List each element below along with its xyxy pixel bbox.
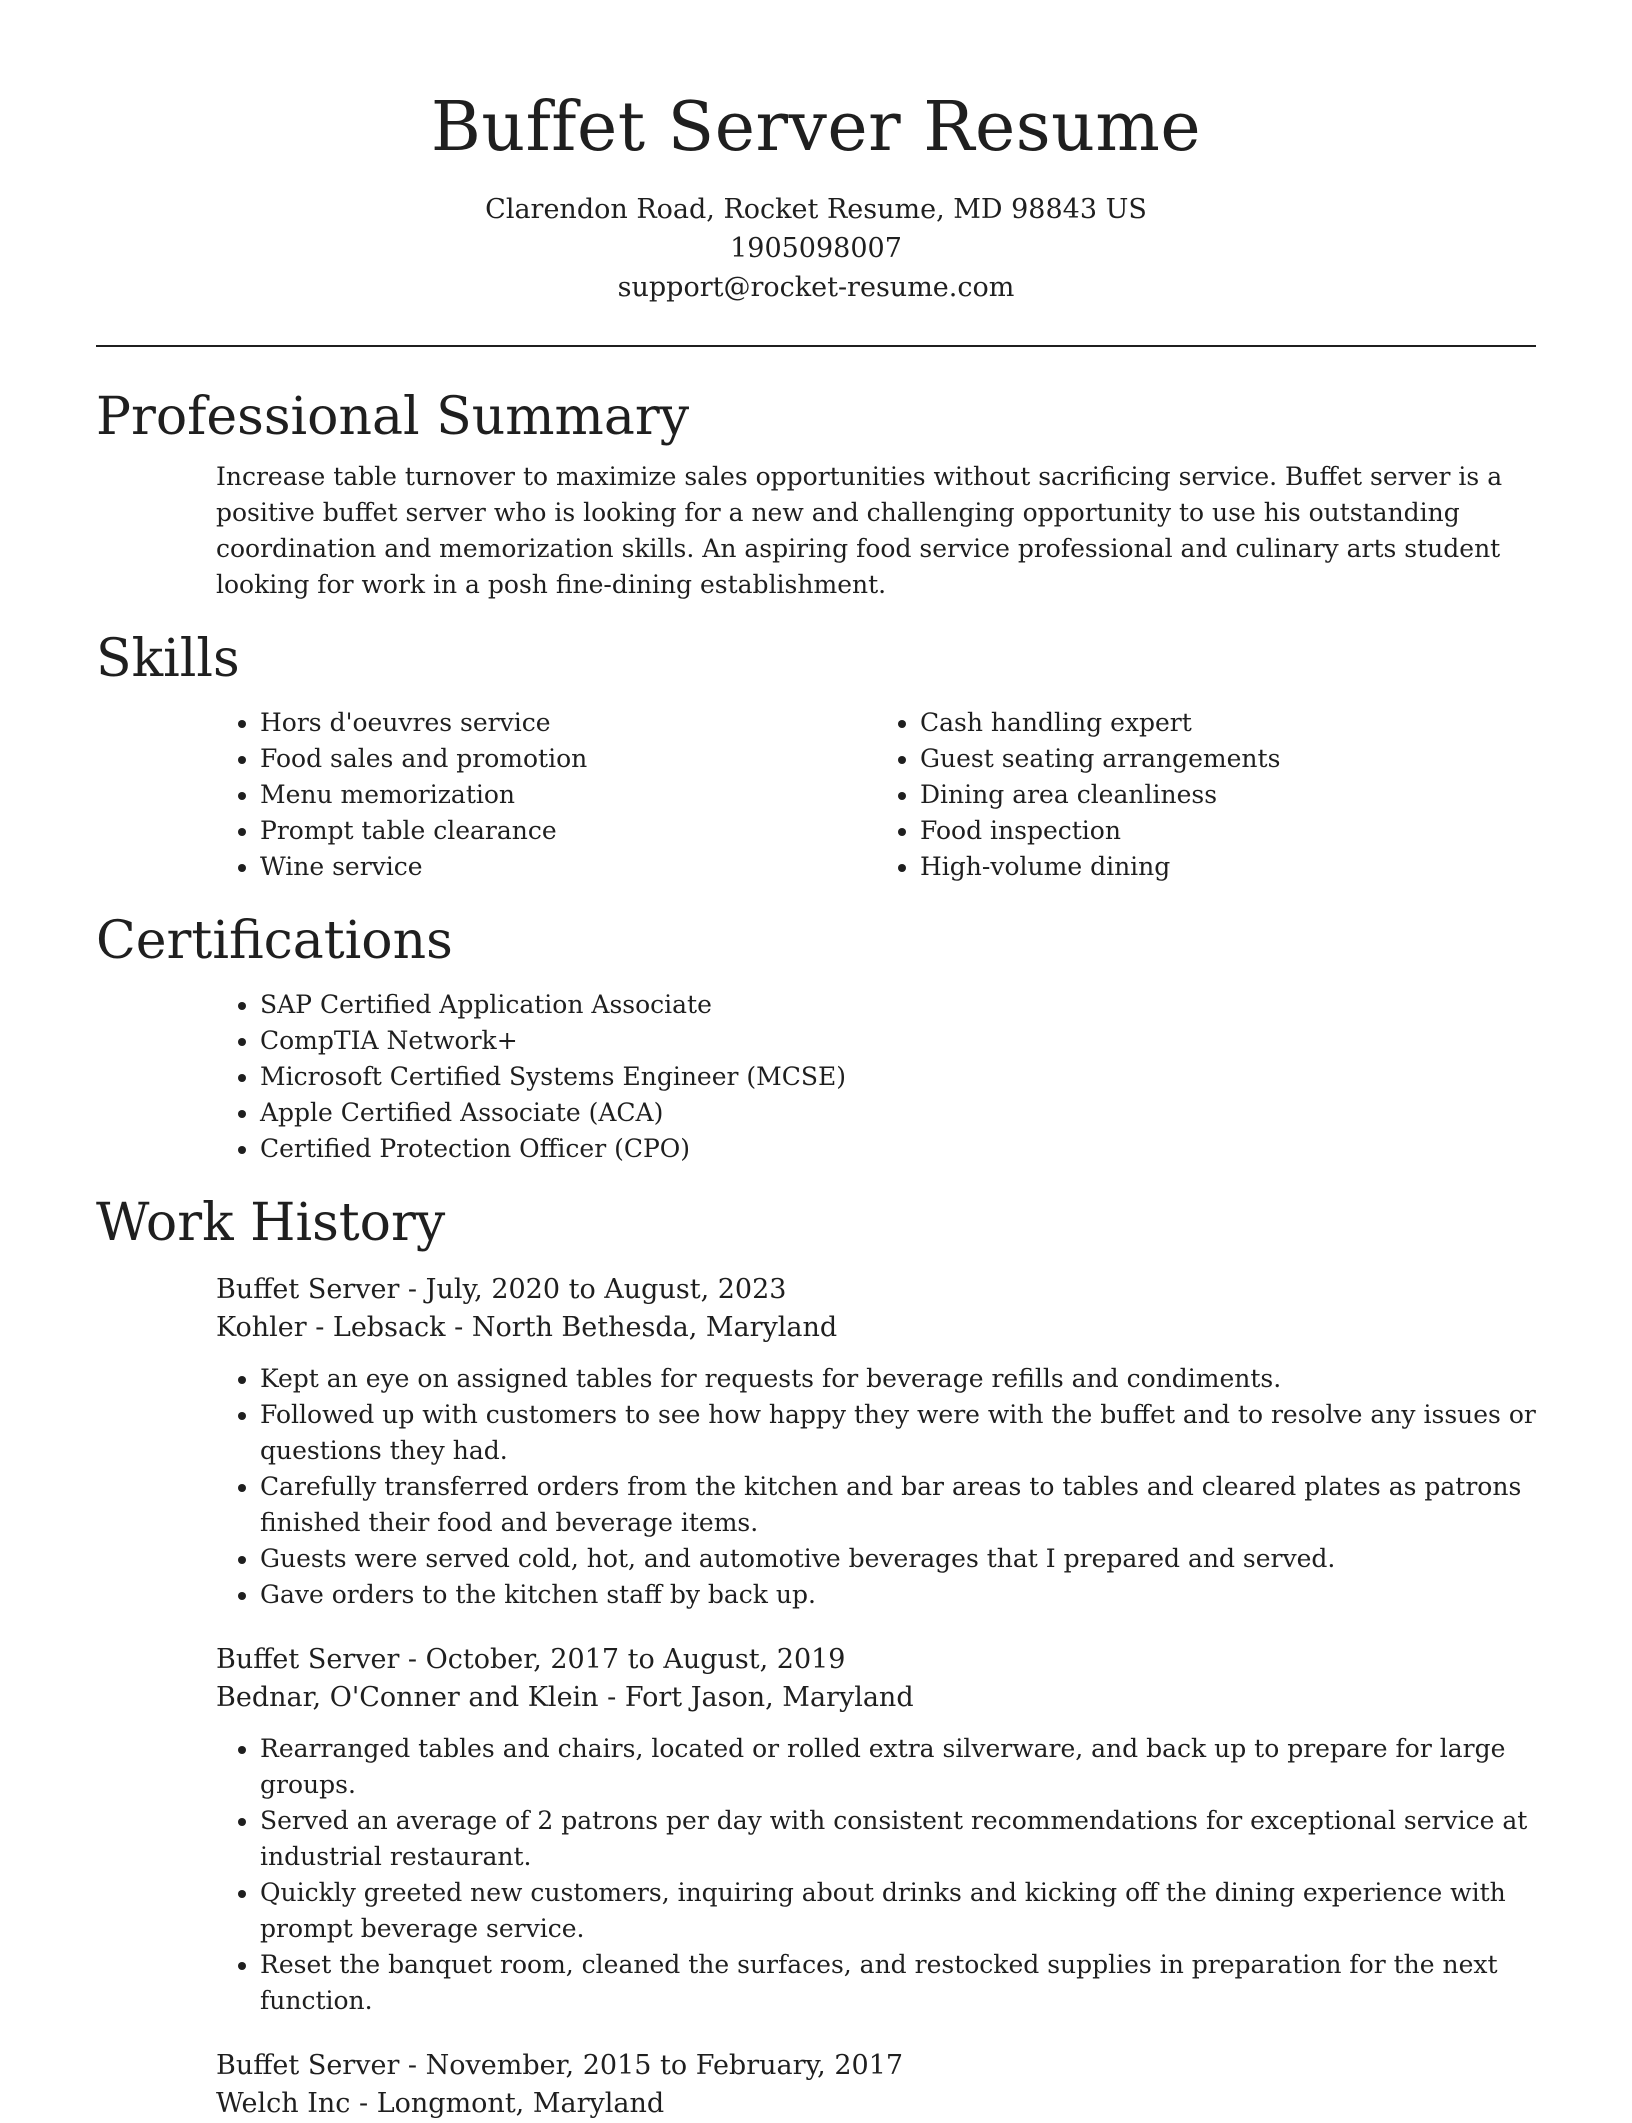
skills-grid — [216, 705, 1536, 885]
certification-item: • Certified Protection Officer (CPO) — [260, 1131, 1536, 1167]
skills-section — [96, 627, 1536, 885]
resume-header — [96, 0, 1536, 307]
job-bullet: • Quickly greeted new customers, inquiring about drinks and kicking off the dining experience with prompt beverage service. — [260, 1875, 1536, 1947]
job-title: Buffet Server - November, 2015 to February, 2017 — [216, 2050, 904, 2081]
skills-list-left — [216, 705, 876, 885]
job-title: Buffet Server - October, 2017 to August, 2019 — [216, 1644, 846, 1675]
certification-item: • Microsoft Certified Systems Engineer (MCSE) — [260, 1059, 1536, 1095]
header-divider — [96, 345, 1536, 347]
job-entry — [216, 1641, 1536, 2019]
resume-title: Buffet Server Resume — [430, 88, 1202, 167]
resume-page — [96, 0, 1536, 2123]
job-company: Welch Inc - Longmont, Maryland — [216, 2088, 665, 2119]
summary-heading: Professional Summary — [96, 387, 690, 447]
work-history-heading: Work History — [96, 1193, 446, 1253]
job-company: Bednar, O'Conner and Klein - Fort Jason, Maryland — [216, 1682, 914, 1713]
skills-heading: Skills — [96, 629, 240, 689]
job-bullets — [216, 1361, 1536, 1613]
skill-item: • High-volume dining — [920, 849, 1536, 885]
email: support@rocket-resume.com — [617, 272, 1015, 303]
job-bullet: • Carefully transferred orders from the kitchen and bar areas to tables and cleared plates as patrons finished their food and beverage items. — [260, 1469, 1536, 1541]
skill-item: • Wine service — [260, 849, 876, 885]
certification-item: • CompTIA Network+ — [260, 1023, 1536, 1059]
skill-item: • Food inspection — [920, 813, 1536, 849]
certification-item: • Apple Certified Associate (ACA) — [260, 1095, 1536, 1131]
job-bullet: • Rearranged tables and chairs, located or rolled extra silverware, and back up to prepare for large groups. — [260, 1731, 1536, 1803]
job-bullets — [216, 1731, 1536, 2019]
skill-item: • Guest seating arrangements — [920, 741, 1536, 777]
job-bullet: • Reset the banquet room, cleaned the surfaces, and restocked supplies in preparation for the next function. — [260, 1947, 1536, 2019]
skills-list-right — [876, 705, 1536, 885]
address: Clarendon Road, Rocket Resume, MD 98843 US — [485, 194, 1147, 225]
phone: 1905098007 — [730, 233, 902, 264]
job-title: Buffet Server - July, 2020 to August, 2023 — [216, 1274, 787, 1305]
skill-item: • Cash handling expert — [920, 705, 1536, 741]
skill-item: • Hors d'oeuvres service — [260, 705, 876, 741]
job-bullet: • Guests were served cold, hot, and automotive beverages that I prepared and served. — [260, 1541, 1536, 1577]
job-company: Kohler - Lebsack - North Bethesda, Maryland — [216, 1312, 838, 1343]
certification-item: • SAP Certified Application Associate — [260, 987, 1536, 1023]
certifications-section — [96, 909, 1536, 1167]
certifications-list — [216, 987, 1536, 1167]
job-bullet: • Served an average of 2 patrons per day with consistent recommendations for exceptional service at industrial restaurant. — [260, 1803, 1536, 1875]
job-entry — [216, 1271, 1536, 1613]
certifications-heading: Certifications — [96, 911, 453, 971]
job-bullet: • Followed up with customers to see how happy they were with the buffet and to resolve any issues or questions they had. — [260, 1397, 1536, 1469]
work-history-section — [96, 1191, 1536, 2123]
skill-item: • Prompt table clearance — [260, 813, 876, 849]
skill-item: • Dining area cleanliness — [920, 777, 1536, 813]
summary-text: Increase table turnover to maximize sales opportunities without sacrificing service. Buffet server is a positive buffet server who is looking for a new and challenging opportunity to use his outstanding coordination and memorization skills. An aspiring food service professional and culinary arts student looking for work in a posh fine-dining establishment. — [216, 462, 1503, 599]
job-bullet: • Gave orders to the kitchen staff by back up. — [260, 1577, 1536, 1613]
summary-section — [96, 385, 1536, 603]
skill-item: • Food sales and promotion — [260, 741, 876, 777]
contact-info — [96, 190, 1536, 307]
skill-item: • Menu memorization — [260, 777, 876, 813]
job-bullet: • Kept an eye on assigned tables for requests for beverage refills and condiments. — [260, 1361, 1536, 1397]
